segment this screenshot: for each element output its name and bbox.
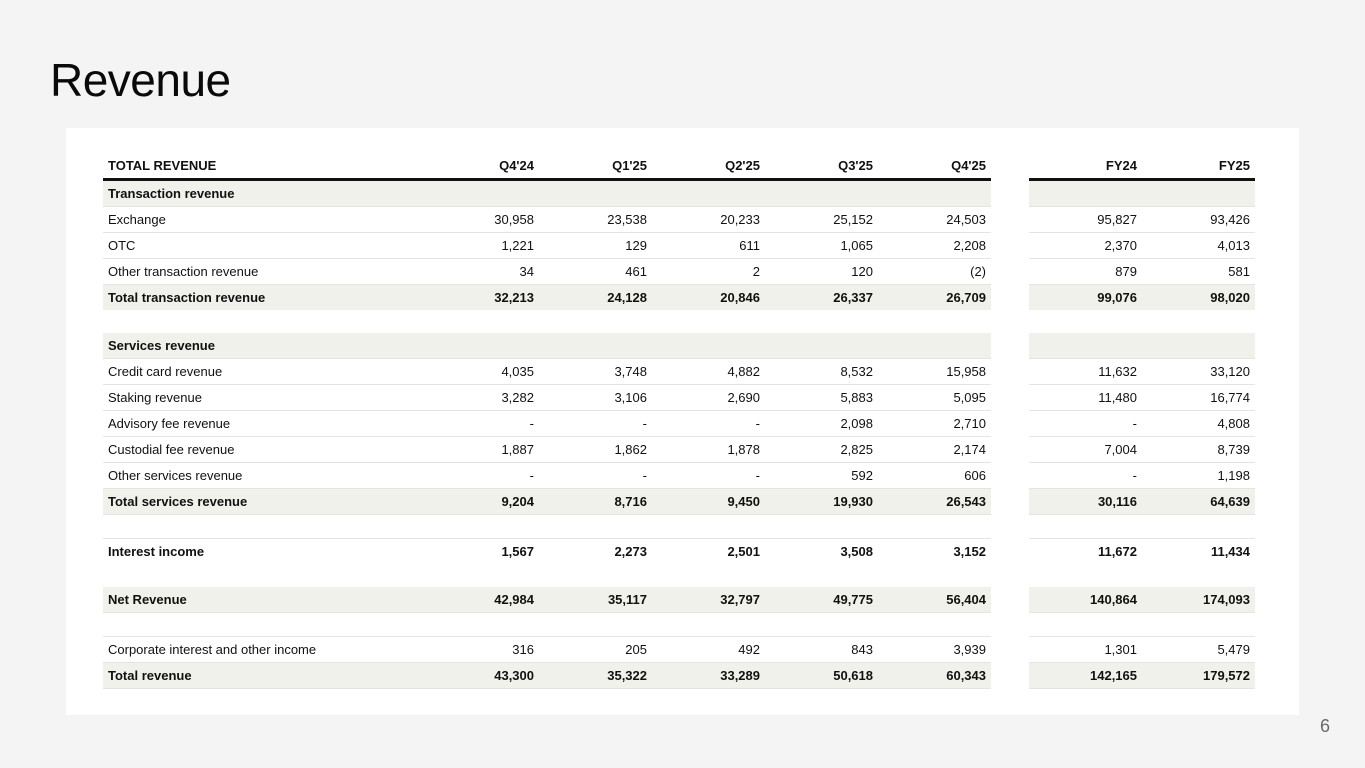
value-cell: -	[426, 411, 539, 437]
table-row	[103, 285, 1255, 311]
value-cell: 24,503	[878, 207, 991, 233]
value-cell: 23,538	[539, 207, 652, 233]
value-cell: 49,775	[765, 587, 878, 613]
value-cell: 5,883	[765, 385, 878, 411]
value-cell: 98,020	[1142, 285, 1255, 311]
value-cell	[765, 180, 878, 207]
row-label: Staking revenue	[103, 385, 426, 411]
value-cell	[1142, 333, 1255, 359]
value-cell: 43,300	[426, 663, 539, 689]
table-row	[103, 359, 1255, 385]
value-cell: 843	[765, 637, 878, 663]
header-cell: FY24	[1029, 153, 1142, 180]
value-cell: 2,098	[765, 411, 878, 437]
value-cell: 20,233	[652, 207, 765, 233]
table-row	[103, 463, 1255, 489]
revenue-table	[103, 153, 1255, 689]
value-cell: 16,774	[1142, 385, 1255, 411]
value-cell: 8,716	[539, 489, 652, 515]
column-gap	[991, 663, 1029, 689]
table-row	[103, 637, 1255, 663]
value-cell	[539, 180, 652, 207]
table-header-row	[103, 153, 1255, 180]
value-cell	[878, 180, 991, 207]
column-gap	[991, 153, 1029, 180]
value-cell: -	[1029, 463, 1142, 489]
value-cell: 606	[878, 463, 991, 489]
value-cell: 3,939	[878, 637, 991, 663]
spacer-row	[103, 613, 1255, 637]
value-cell	[1142, 180, 1255, 207]
table-row	[103, 587, 1255, 613]
value-cell: 33,289	[652, 663, 765, 689]
column-gap	[991, 587, 1029, 613]
header-cell: Q4'25	[878, 153, 991, 180]
value-cell: 4,882	[652, 359, 765, 385]
value-cell: 1,878	[652, 437, 765, 463]
value-cell: 461	[539, 259, 652, 285]
value-cell: 2	[652, 259, 765, 285]
table-row	[103, 333, 1255, 359]
page-title: Revenue	[50, 54, 231, 106]
value-cell: 42,984	[426, 587, 539, 613]
value-cell: 20,846	[652, 285, 765, 311]
value-cell: (2)	[878, 259, 991, 285]
table-row	[103, 489, 1255, 515]
row-label: Corporate interest and other income	[103, 637, 426, 663]
value-cell: 1,887	[426, 437, 539, 463]
value-cell: 4,013	[1142, 233, 1255, 259]
header-cell: Q2'25	[652, 153, 765, 180]
value-cell: 34	[426, 259, 539, 285]
table-row	[103, 180, 1255, 207]
row-label: Total services revenue	[103, 489, 426, 515]
value-cell: -	[539, 411, 652, 437]
header-cell: Q1'25	[539, 153, 652, 180]
column-gap	[991, 233, 1029, 259]
value-cell: 56,404	[878, 587, 991, 613]
value-cell: 30,958	[426, 207, 539, 233]
value-cell: 64,639	[1142, 489, 1255, 515]
table-row	[103, 233, 1255, 259]
value-cell: 11,632	[1029, 359, 1142, 385]
value-cell: 5,095	[878, 385, 991, 411]
value-cell: 2,273	[614, 544, 647, 559]
column-gap	[991, 359, 1029, 385]
value-cell: 26,337	[765, 285, 878, 311]
value-cell: 8,739	[1142, 437, 1255, 463]
value-cell	[878, 333, 991, 359]
value-cell: 3,748	[539, 359, 652, 385]
value-cell: 4,035	[426, 359, 539, 385]
value-cell: 26,709	[878, 285, 991, 311]
value-cell: 120	[765, 259, 878, 285]
value-cell: 142,165	[1029, 663, 1142, 689]
value-cell: 33,120	[1142, 359, 1255, 385]
value-cell: 592	[765, 463, 878, 489]
value-cell: 93,426	[1142, 207, 1255, 233]
column-gap	[991, 437, 1029, 463]
column-gap	[991, 385, 1029, 411]
value-cell: 1,301	[1029, 637, 1142, 663]
table-row	[103, 385, 1255, 411]
row-label: Services revenue	[103, 333, 426, 359]
row-label: Transaction revenue	[103, 180, 426, 207]
row-label: Total revenue	[103, 663, 426, 689]
column-gap	[991, 207, 1029, 233]
value-cell: 19,930	[765, 489, 878, 515]
value-cell	[652, 333, 765, 359]
value-cell: 2,370	[1029, 233, 1142, 259]
value-cell: -	[652, 463, 765, 489]
value-cell: 3,282	[426, 385, 539, 411]
value-cell: 26,543	[878, 489, 991, 515]
value-cell	[426, 333, 539, 359]
value-cell: 2,501	[727, 544, 760, 559]
value-cell: 32,797	[652, 587, 765, 613]
value-cell: 140,864	[1029, 587, 1142, 613]
row-label: Credit card revenue	[103, 359, 426, 385]
value-cell: 25,152	[765, 207, 878, 233]
value-cell: 129	[539, 233, 652, 259]
column-gap	[991, 539, 1029, 565]
row-label: Other services revenue	[103, 463, 426, 489]
page-number: 6	[1319, 716, 1330, 736]
value-cell: 205	[539, 637, 652, 663]
spacer-row	[103, 310, 1255, 333]
value-cell: 2,208	[878, 233, 991, 259]
value-cell: 3,508	[840, 544, 873, 559]
value-cell: 8,532	[765, 359, 878, 385]
spacer-row	[103, 564, 1255, 587]
value-cell: 9,450	[652, 489, 765, 515]
value-cell: -	[539, 463, 652, 489]
row-label: Custodial fee revenue	[103, 437, 426, 463]
row-label: Net Revenue	[103, 587, 426, 613]
value-cell: 492	[652, 637, 765, 663]
value-cell: 879	[1029, 259, 1142, 285]
column-gap	[991, 489, 1029, 515]
value-cell: 2,174	[878, 437, 991, 463]
row-label: Interest income	[108, 544, 205, 559]
value-cell: 35,322	[539, 663, 652, 689]
value-cell: 179,572	[1142, 663, 1255, 689]
value-cell: 95,827	[1029, 207, 1142, 233]
table-row	[103, 437, 1255, 463]
value-cell: -	[652, 411, 765, 437]
value-cell: 4,808	[1142, 411, 1255, 437]
value-cell: 2,710	[878, 411, 991, 437]
value-cell: 60,343	[878, 663, 991, 689]
value-cell: 611	[652, 233, 765, 259]
value-cell: 9,204	[426, 489, 539, 515]
value-cell: 11,480	[1029, 385, 1142, 411]
value-cell: -	[426, 463, 539, 489]
revenue-table-card	[66, 128, 1299, 715]
header-cell: TOTAL REVENUE	[103, 153, 426, 180]
table-row	[103, 539, 1255, 565]
row-label: Exchange	[103, 207, 426, 233]
value-cell: 1,862	[539, 437, 652, 463]
value-cell: 1,221	[426, 233, 539, 259]
column-gap	[991, 259, 1029, 285]
value-cell: 35,117	[539, 587, 652, 613]
value-cell	[1029, 180, 1142, 207]
header-cell: Q3'25	[765, 153, 878, 180]
column-gap	[991, 411, 1029, 437]
row-label: Other transaction revenue	[103, 259, 426, 285]
column-gap	[991, 180, 1029, 207]
table-row	[103, 259, 1255, 285]
row-label: OTC	[103, 233, 426, 259]
value-cell	[765, 333, 878, 359]
column-gap	[991, 463, 1029, 489]
column-gap	[991, 333, 1029, 359]
value-cell: 2,690	[652, 385, 765, 411]
value-cell	[1029, 333, 1142, 359]
value-cell: 7,004	[1029, 437, 1142, 463]
value-cell: 5,479	[1142, 637, 1255, 663]
column-gap	[991, 637, 1029, 663]
value-cell: 581	[1142, 259, 1255, 285]
value-cell: 174,093	[1142, 587, 1255, 613]
value-cell: 24,128	[539, 285, 652, 311]
row-label: Advisory fee revenue	[103, 411, 426, 437]
value-cell	[652, 180, 765, 207]
table-row	[103, 411, 1255, 437]
value-cell: 1,567	[501, 544, 534, 559]
value-cell	[426, 180, 539, 207]
value-cell: 1,065	[765, 233, 878, 259]
column-gap	[991, 285, 1029, 311]
value-cell: -	[1029, 411, 1142, 437]
value-cell: 32,213	[426, 285, 539, 311]
value-cell: 3,152	[953, 544, 986, 559]
value-cell: 3,106	[539, 385, 652, 411]
value-cell: 15,958	[878, 359, 991, 385]
header-cell: FY25	[1142, 153, 1255, 180]
value-cell: 11,672	[1097, 544, 1137, 559]
value-cell	[539, 333, 652, 359]
spacer-row	[103, 515, 1255, 539]
value-cell: 30,116	[1029, 489, 1142, 515]
value-cell: 50,618	[765, 663, 878, 689]
table-row	[103, 207, 1255, 233]
value-cell: 99,076	[1029, 285, 1142, 311]
value-cell: 2,825	[765, 437, 878, 463]
value-cell: 316	[426, 637, 539, 663]
header-cell: Q4'24	[426, 153, 539, 180]
row-label: Total transaction revenue	[103, 285, 426, 311]
table-row	[103, 663, 1255, 689]
value-cell: 11,434	[1210, 544, 1250, 559]
value-cell: 1,198	[1142, 463, 1255, 489]
